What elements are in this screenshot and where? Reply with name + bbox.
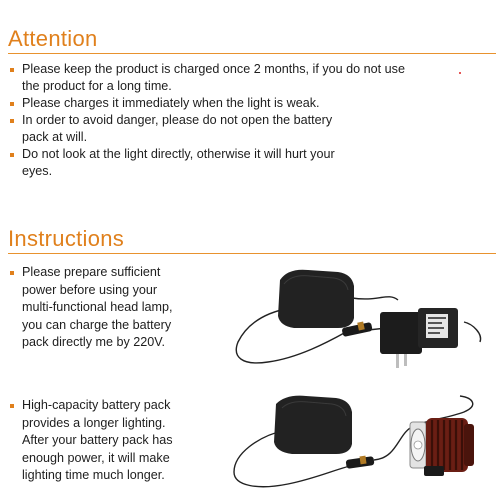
attention-item-line: In order to avoid danger, please do not open the battery [22, 113, 333, 127]
attention-item [8, 95, 488, 112]
attention-item-line: the product for a long time. [22, 79, 172, 93]
attention-item-line: Please charges it immediately when the light is weak. [22, 96, 320, 110]
instruction-item-line: pack directly me by 220V. [22, 335, 166, 349]
instruction-item-line: lighting time much longer. [22, 468, 165, 482]
bullet-icon [10, 404, 14, 408]
attention-item [8, 146, 488, 180]
instruction-item-line: enough power, it will make [22, 450, 170, 465]
instruction-item-line: power before using your [22, 282, 158, 297]
attention-list [8, 61, 488, 180]
attention-item [8, 61, 488, 95]
bullet-icon [10, 271, 14, 275]
bullet-icon [10, 153, 14, 157]
attention-title: Attention [8, 26, 98, 51]
attention-item-line: Please keep the product is charged once 2 months, if you do not use [22, 62, 405, 76]
instructions-title: Instructions [8, 226, 125, 251]
attention-item-line: eyes. [22, 164, 53, 178]
attention-item [8, 112, 488, 146]
attention-item-line: pack at will. [22, 130, 88, 144]
battery-pack-charger-image [228, 262, 490, 382]
instructions-rule [8, 253, 496, 254]
instruction-item-line: you can charge the battery [22, 317, 172, 332]
bullet-icon [10, 102, 14, 106]
attention-rule [8, 53, 496, 54]
instruction-item-line: multi-functional head lamp, [22, 300, 173, 314]
battery-pack-lamp-head-image [228, 392, 490, 498]
attention-item-line: Do not look at the light directly, otherwise it will hurt your [22, 147, 335, 161]
instruction-item [8, 264, 242, 352]
instruction-item-line: High-capacity battery pack [22, 398, 171, 412]
instruction-item-line: After your battery pack has [22, 433, 173, 447]
instruction-item-line: Please prepare sufficient [22, 265, 161, 279]
bullet-icon [10, 119, 14, 123]
bullet-icon [10, 68, 14, 72]
instruction-item [8, 397, 242, 485]
speck-mark [459, 72, 461, 74]
instruction-item-line: provides a longer lighting. [22, 415, 166, 430]
